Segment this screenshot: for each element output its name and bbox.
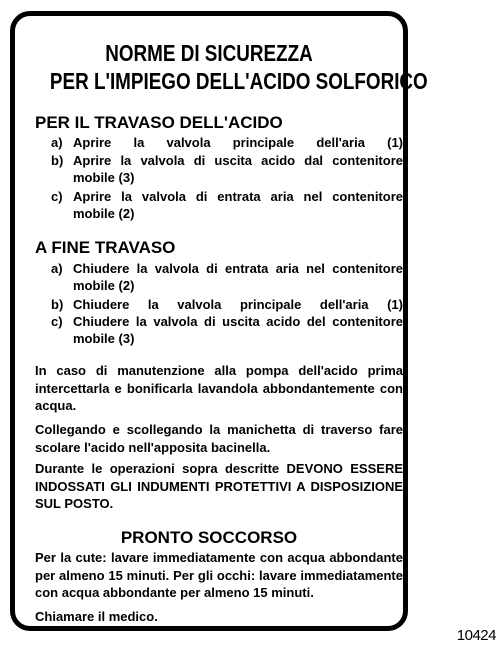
protective-equipment-paragraph: Durante le operazioni sopra descritte DEVONO ESSERE INDOSSATI GLI INDUMENTI PROTETTIVI A DISPOSIZIONE SUL POSTO. [35, 461, 403, 511]
first-aid-heading: PRONTO SOCCORSO [120, 528, 298, 547]
list-item-label: b) [51, 297, 64, 312]
list-item-label: c) [51, 189, 63, 204]
list-item-text: Aprire la valvola di uscita acido dal contenitore mobile (3) [73, 153, 403, 185]
first-aid-paragraph: Per la cute: lavare immediatamente con acqua abbondante per almeno 15 minuti. Per gli occhi: lavare immediatamente con acqua abbondante per almeno 15 minuti. [35, 550, 403, 600]
list-item [51, 297, 403, 314]
list-item [51, 189, 403, 222]
list-item-label: b) [51, 153, 64, 168]
list-item-text: Chiudere la valvola di uscita acido del contenitore mobile (3) [73, 314, 403, 346]
list-item-label: c) [51, 314, 63, 329]
list-item-text: Chiudere la valvola principale dell'aria (1) [73, 297, 403, 312]
sign-title-line-1: NORME DI SICUREZZA [105, 40, 313, 66]
list-item-text: Aprire la valvola di entrata aria nel contenitore mobile (2) [73, 189, 403, 221]
list-item-text: Chiudere la valvola di entrata aria nel contenitore mobile (2) [73, 261, 403, 293]
list-item [51, 314, 403, 347]
hose-paragraph: Collegando e scollegando la manichetta di traverso fare scolare l'acido nell'apposita bacinella. [35, 422, 403, 455]
list-item-label: a) [51, 135, 63, 150]
list-item [51, 135, 403, 152]
safety-sign-panel [10, 11, 428, 631]
call-doctor-text: Chiamare il medico. [35, 609, 158, 624]
maintenance-paragraph: In caso di manutenzione alla pompa dell'acido prima intercettarla e bonificarla lavandola abbondantemente con acqua. [35, 363, 403, 413]
list-item-text: Aprire la valvola principale dell'aria (1) [73, 135, 403, 150]
list-item-label: a) [51, 261, 63, 276]
list-item [51, 153, 403, 186]
product-code: 10424 [456, 627, 496, 644]
section-heading-transfer: PER IL TRAVASO DELL'ACIDO [35, 113, 283, 132]
sign-title-line-2: PER L'IMPIEGO DELL'ACIDO SOLFORICO [49, 68, 428, 94]
list-item [51, 261, 403, 294]
section-heading-end-transfer: A FINE TRAVASO [35, 238, 176, 257]
